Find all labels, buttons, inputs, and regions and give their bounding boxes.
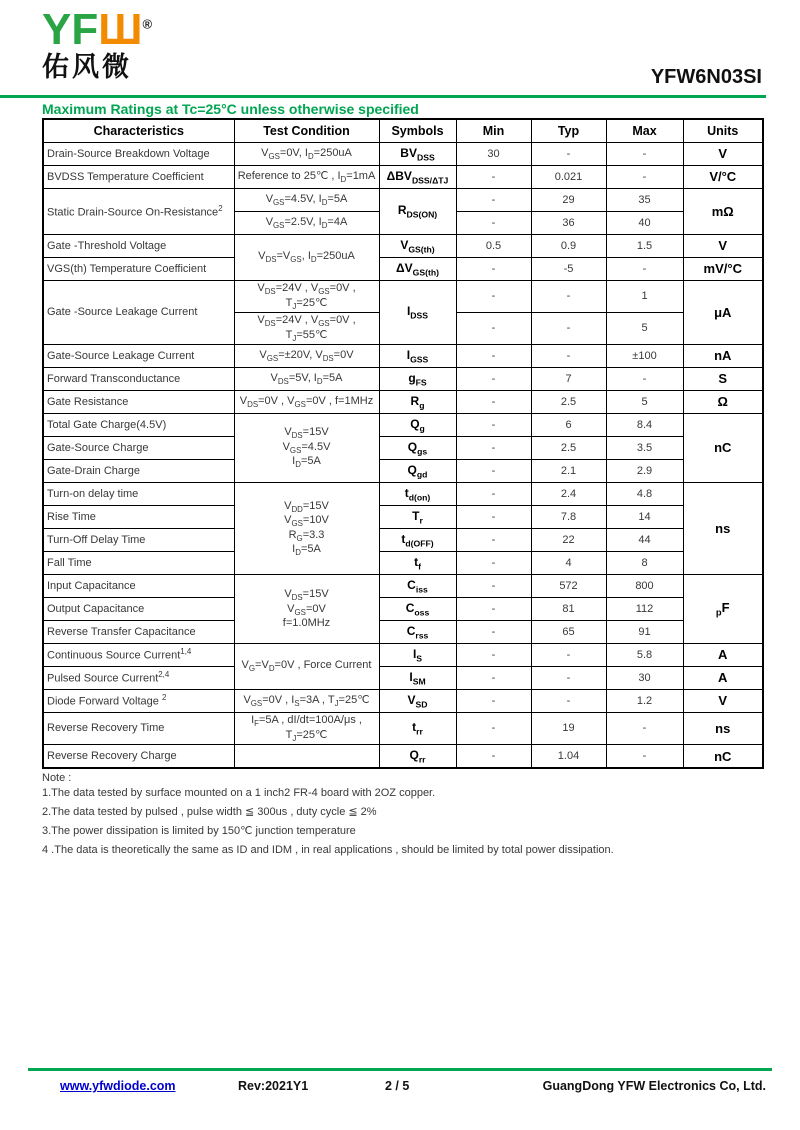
table-row xyxy=(43,281,763,313)
table-row xyxy=(43,189,763,212)
table-row xyxy=(43,368,763,391)
cell-unit: $_p$F xyxy=(683,575,763,644)
cell-char: Rise Time xyxy=(43,506,234,529)
logo-chinese-name: 佑风微 xyxy=(42,52,132,82)
cell-unit: mV/°C xyxy=(683,258,763,281)
cell-char: Output Capacitance xyxy=(43,598,234,621)
table-row xyxy=(43,745,763,769)
cell-val: - xyxy=(606,713,683,745)
cell-val: 91 xyxy=(606,621,683,644)
cell-sym: $t_{d(on)}$ xyxy=(379,483,456,506)
cell-cond: $V_{GS}=2.5V$, $I_D=4A$ xyxy=(234,212,379,235)
cell-val: 2.1 xyxy=(531,460,606,483)
note-line: 4 .The data is theoretically the same as ID and IDM , in real applications , should be limited by total power dissipation. xyxy=(42,843,614,856)
registered-trademark-icon: ® xyxy=(142,16,153,32)
cell-val: 1.2 xyxy=(606,690,683,713)
company-logo xyxy=(42,5,153,82)
cell-val: 81 xyxy=(531,598,606,621)
table-row xyxy=(43,552,763,575)
cell-cond: Reference to 25℃ , $I_D=1mA$ xyxy=(234,166,379,189)
cell-cond: $V_{GS}=0V$ , $I_S=3A$ , $T_J=25℃$ xyxy=(234,690,379,713)
table-row xyxy=(43,235,763,258)
cell-sym: $\Delta BV_{DSS/\Delta TJ}$ xyxy=(379,166,456,189)
cell-sym: $Q_{rr}$ xyxy=(379,745,456,769)
cell-val: - xyxy=(456,598,531,621)
table-row xyxy=(43,621,763,644)
cell-val: 7 xyxy=(531,368,606,391)
cell-sym: $I_{DSS}$ xyxy=(379,281,456,345)
table-row xyxy=(43,437,763,460)
cell-val: 35 xyxy=(606,189,683,212)
cell-val: - xyxy=(456,313,531,345)
cell-sym: $R_g$ xyxy=(379,391,456,414)
cell-cond: $V_{DS}=15V$ $V_{GS}=4.5V$ $I_D=5A$ xyxy=(234,414,379,483)
cell-cond: $V_{DS}=15V$ $V_{GS}=0V$ f=1.0MHz xyxy=(234,575,379,644)
cell-val: 0.9 xyxy=(531,235,606,258)
cell-sym: $I_S$ xyxy=(379,644,456,667)
cell-sym: $I_{SM}$ xyxy=(379,667,456,690)
cell-val: 4 xyxy=(531,552,606,575)
cell-val: 30 xyxy=(606,667,683,690)
content-area xyxy=(42,118,762,862)
website-link[interactable]: www.yfwdiode.com xyxy=(60,1079,176,1093)
cell-val: 0.021 xyxy=(531,166,606,189)
cell-char: Drain-Source Breakdown Voltage xyxy=(43,143,234,166)
section-title: Maximum Ratings at Tc=25°C unless otherwise specified xyxy=(42,101,419,117)
cell-char: Input Capacitance xyxy=(43,575,234,598)
cell-val: - xyxy=(456,345,531,368)
cell-val: - xyxy=(456,189,531,212)
cell-cond: $V_G=V_D=0V$ , Force Current xyxy=(234,644,379,690)
cell-val: 2.4 xyxy=(531,483,606,506)
cell-unit: A xyxy=(683,667,763,690)
cell-cond: $V_{DD}=15V$ $V_{GS}=10V$ $R_G=3.3$ $I_D=5A$ xyxy=(234,483,379,575)
cell-sym: $I_{GSS}$ xyxy=(379,345,456,368)
cell-char: Reverse Recovery Charge xyxy=(43,745,234,769)
table-row xyxy=(43,166,763,189)
cell-cond: $V_{DS}=24V$ , $V_{GS}=0V$ , $T_J=55℃$ xyxy=(234,313,379,345)
cell-unit: ns xyxy=(683,483,763,575)
cell-val: 3.5 xyxy=(606,437,683,460)
column-header: Units xyxy=(683,119,763,143)
cell-char: BVDSS Temperature Coefficient xyxy=(43,166,234,189)
cell-val: 1 xyxy=(606,281,683,313)
cell-val: - xyxy=(606,166,683,189)
cell-char: Gate -Source Leakage Current xyxy=(43,281,234,345)
notes-title: Note : xyxy=(42,772,72,785)
cell-val: 7.8 xyxy=(531,506,606,529)
cell-char: Diode Forward Voltage $^2$ xyxy=(43,690,234,713)
cell-val: - xyxy=(456,713,531,745)
cell-cond: $V_{DS}=0V$ , $V_{GS}=0V$ , f=1MHz xyxy=(234,391,379,414)
cell-val: - xyxy=(456,483,531,506)
cell-val: - xyxy=(456,529,531,552)
cell-val: 2.5 xyxy=(531,437,606,460)
cell-val: - xyxy=(606,143,683,166)
cell-unit: V/°C xyxy=(683,166,763,189)
cell-val: - xyxy=(456,552,531,575)
part-number: YFW6N03SI xyxy=(650,66,762,88)
cell-unit: Ω xyxy=(683,391,763,414)
cell-val: 40 xyxy=(606,212,683,235)
footer-divider xyxy=(28,1068,772,1071)
cell-cond: $V_{GS}=4.5V$, $I_D=5A$ xyxy=(234,189,379,212)
company-name: GuangDong YFW Electronics Co, Ltd. xyxy=(542,1079,766,1093)
cell-char: Gate-Source Leakage Current xyxy=(43,345,234,368)
table-row xyxy=(43,575,763,598)
cell-val: - xyxy=(456,690,531,713)
cell-val: 2.9 xyxy=(606,460,683,483)
cell-unit: A xyxy=(683,644,763,667)
cell-val: - xyxy=(531,644,606,667)
logo-yf-text: YF xyxy=(42,5,99,54)
table-row xyxy=(43,345,763,368)
column-header: Min xyxy=(456,119,531,143)
cell-char: Gate-Drain Charge xyxy=(43,460,234,483)
cell-unit: V xyxy=(683,235,763,258)
cell-char: Gate-Source Charge xyxy=(43,437,234,460)
cell-sym: $t_{rr}$ xyxy=(379,713,456,745)
cell-val: - xyxy=(531,313,606,345)
column-header: Symbols xyxy=(379,119,456,143)
cell-char: Reverse Recovery Time xyxy=(43,713,234,745)
cell-val: -5 xyxy=(531,258,606,281)
cell-val: - xyxy=(456,368,531,391)
cell-sym: $Q_{gs}$ xyxy=(379,437,456,460)
logo-w-glyph: Ш xyxy=(98,5,143,54)
cell-cond: $V_{GS}=\pm 20V$, $V_{DS}=0V$ xyxy=(234,345,379,368)
cell-cond: $V_{DS}=24V$ , $V_{GS}=0V$ , $T_J=25℃$ xyxy=(234,281,379,313)
cell-char: Static Drain-Source On-Resistance$^2$ xyxy=(43,189,234,235)
cell-val: 0.5 xyxy=(456,235,531,258)
cell-char: Turn-Off Delay Time xyxy=(43,529,234,552)
cell-cond xyxy=(234,745,379,769)
cell-sym: $C_{rss}$ xyxy=(379,621,456,644)
cell-unit: nA xyxy=(683,345,763,368)
table-row xyxy=(43,690,763,713)
column-header: Test Condition xyxy=(234,119,379,143)
cell-val: - xyxy=(456,667,531,690)
cell-char: Total Gate Charge(4.5V) xyxy=(43,414,234,437)
cell-val: - xyxy=(456,414,531,437)
cell-val: - xyxy=(531,667,606,690)
cell-sym: $V_{GS(th)}$ xyxy=(379,235,456,258)
header-divider xyxy=(0,95,766,98)
column-header: Max xyxy=(606,119,683,143)
notes-section xyxy=(42,772,762,857)
cell-val: 5 xyxy=(606,313,683,345)
cell-val: 44 xyxy=(606,529,683,552)
cell-val: - xyxy=(531,690,606,713)
cell-val: - xyxy=(456,391,531,414)
cell-val: - xyxy=(456,506,531,529)
cell-val: 36 xyxy=(531,212,606,235)
cell-val: - xyxy=(456,166,531,189)
cell-val: 8 xyxy=(606,552,683,575)
cell-cond: $V_{DS}=5V$, $I_D=5A$ xyxy=(234,368,379,391)
cell-val: 5 xyxy=(606,391,683,414)
cell-sym: $\Delta V_{GS(th)}$ xyxy=(379,258,456,281)
ratings-table xyxy=(42,118,764,769)
cell-val: 8.4 xyxy=(606,414,683,437)
table-row xyxy=(43,391,763,414)
cell-unit: S xyxy=(683,368,763,391)
cell-val: 65 xyxy=(531,621,606,644)
note-line: 1.The data tested by surface mounted on a 1 inch2 FR-4 board with 2OZ copper. xyxy=(42,787,436,800)
cell-char: Turn-on delay time xyxy=(43,483,234,506)
cell-val: - xyxy=(456,460,531,483)
cell-unit: nC xyxy=(683,414,763,483)
cell-val: 5.8 xyxy=(606,644,683,667)
table-row xyxy=(43,414,763,437)
cell-unit: μA xyxy=(683,281,763,345)
cell-sym: $g_{FS}$ xyxy=(379,368,456,391)
cell-sym: $t_{d(OFF)}$ xyxy=(379,529,456,552)
cell-unit: mΩ xyxy=(683,189,763,235)
cell-val: - xyxy=(606,745,683,769)
cell-val: - xyxy=(456,212,531,235)
cell-val: 30 xyxy=(456,143,531,166)
cell-val: 4.8 xyxy=(606,483,683,506)
cell-val: ±100 xyxy=(606,345,683,368)
cell-cond: $I_F=5A$ , dI/dt=100A/μs , $T_J=25℃$ xyxy=(234,713,379,745)
cell-sym: $t_f$ xyxy=(379,552,456,575)
cell-sym: $BV_{DSS}$ xyxy=(379,143,456,166)
cell-val: - xyxy=(456,258,531,281)
cell-val: - xyxy=(531,143,606,166)
note-line: 3.The power dissipation is limited by 150℃ junction temperature xyxy=(42,824,356,837)
cell-char: VGS(th) Temperature Coefficient xyxy=(43,258,234,281)
table-row xyxy=(43,644,763,667)
cell-unit: V xyxy=(683,143,763,166)
cell-unit: ns xyxy=(683,713,763,745)
table-row xyxy=(43,483,763,506)
cell-val: 112 xyxy=(606,598,683,621)
column-header: Characteristics xyxy=(43,119,234,143)
cell-char: Continuous Source Current$^{1,4}$ xyxy=(43,644,234,667)
cell-val: 29 xyxy=(531,189,606,212)
table-row xyxy=(43,460,763,483)
cell-val: - xyxy=(456,575,531,598)
cell-sym: $Q_g$ xyxy=(379,414,456,437)
cell-val: - xyxy=(456,437,531,460)
cell-val: - xyxy=(606,258,683,281)
table-row xyxy=(43,667,763,690)
cell-unit: nC xyxy=(683,745,763,769)
cell-cond: $V_{GS}=0V$, $I_D=250uA$ xyxy=(234,143,379,166)
cell-sym: $C_{iss}$ xyxy=(379,575,456,598)
cell-sym: $C_{oss}$ xyxy=(379,598,456,621)
column-header: Typ xyxy=(531,119,606,143)
cell-val: - xyxy=(456,281,531,313)
cell-unit: V xyxy=(683,690,763,713)
cell-val: 572 xyxy=(531,575,606,598)
cell-val: 14 xyxy=(606,506,683,529)
cell-val: 6 xyxy=(531,414,606,437)
table-row xyxy=(43,143,763,166)
cell-val: 1.5 xyxy=(606,235,683,258)
cell-sym: $T_r$ xyxy=(379,506,456,529)
page-number: 2 / 5 xyxy=(385,1079,410,1093)
table-row xyxy=(43,713,763,745)
cell-val: - xyxy=(456,621,531,644)
table-row xyxy=(43,529,763,552)
cell-val: - xyxy=(606,368,683,391)
cell-sym: $R_{DS(ON)}$ xyxy=(379,189,456,235)
cell-cond: $V_{DS}=V_{GS}$, $I_D=250uA$ xyxy=(234,235,379,281)
cell-char: Gate Resistance xyxy=(43,391,234,414)
logo-wordmark xyxy=(42,5,153,54)
cell-char: Fall Time xyxy=(43,552,234,575)
cell-val: 19 xyxy=(531,713,606,745)
cell-char: Pulsed Source Current$^{2,4}$ xyxy=(43,667,234,690)
cell-val: 1.04 xyxy=(531,745,606,769)
revision-label: Rev:2021Y1 xyxy=(238,1079,309,1093)
cell-val: 22 xyxy=(531,529,606,552)
table-row xyxy=(43,598,763,621)
table-row xyxy=(43,506,763,529)
note-line: 2.The data tested by pulsed , pulse width ≦ 300us , duty cycle ≦ 2% xyxy=(42,806,377,819)
cell-char: Gate -Threshold Voltage xyxy=(43,235,234,258)
cell-sym: $Q_{gd}$ xyxy=(379,460,456,483)
cell-char: Forward Transconductance xyxy=(43,368,234,391)
table-row xyxy=(43,258,763,281)
cell-val: - xyxy=(456,644,531,667)
cell-val: 2.5 xyxy=(531,391,606,414)
cell-val: - xyxy=(531,345,606,368)
cell-sym: $V_{SD}$ xyxy=(379,690,456,713)
cell-val: - xyxy=(531,281,606,313)
cell-val: - xyxy=(456,745,531,769)
cell-val: 800 xyxy=(606,575,683,598)
cell-char: Reverse Transfer Capacitance xyxy=(43,621,234,644)
